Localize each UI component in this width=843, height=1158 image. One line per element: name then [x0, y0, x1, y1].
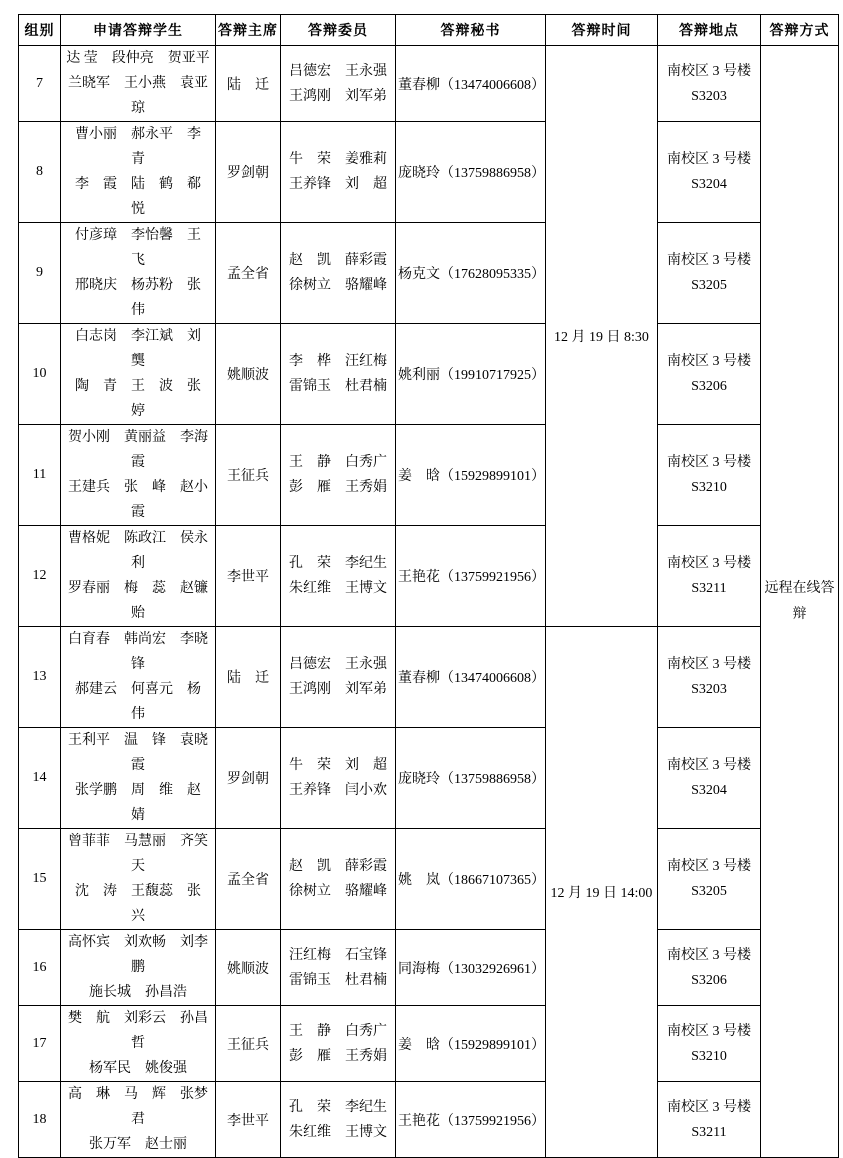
group-cell: 11 — [19, 425, 61, 526]
committee-cell — [281, 526, 396, 627]
col-header-location: 答辩地点 — [658, 15, 761, 46]
committee-line-1: 李 桦 汪红梅 — [289, 354, 387, 369]
committee-cell — [281, 122, 396, 223]
students-line-1: 贺小刚 黄丽益 李海霞 — [68, 430, 208, 470]
students-line-1: 樊 航 刘彩云 孙昌哲 — [68, 1011, 208, 1051]
students-cell — [61, 1082, 216, 1158]
chair-cell: 罗剑朝 — [216, 728, 281, 829]
secretary-cell: 姜 晗（15929899101） — [396, 1006, 546, 1082]
secretary-cell: 姜 晗（15929899101） — [396, 425, 546, 526]
students-line-1: 高怀宾 刘欢畅 刘李鹏 — [68, 935, 208, 975]
chair-cell: 王征兵 — [216, 1006, 281, 1082]
location-line-1: 南校区 3 号楼 — [667, 152, 751, 167]
students-cell — [61, 324, 216, 425]
col-header-secretary: 答辩秘书 — [396, 15, 546, 46]
location-line-2: S3204 — [691, 783, 727, 798]
committee-line-1: 孔 荣 李纪生 — [289, 1099, 387, 1115]
table-row-group-12 — [19, 526, 839, 627]
students-line-2: 李 霞 陆 鹤 郗 悦 — [75, 177, 215, 217]
committee-line-1: 王 静 白秀广 — [289, 1023, 387, 1039]
students-cell — [61, 627, 216, 728]
committee-line-2: 彭 雁 王秀娟 — [289, 1048, 387, 1064]
students-line-1: 达 莹 段仲亮 贺亚平 — [66, 51, 210, 66]
secretary-cell: 同海梅（13032926961） — [396, 930, 546, 1006]
location-line-2: S3204 — [691, 177, 727, 192]
students-line-2: 郝建云 何喜元 杨 伟 — [75, 682, 215, 722]
students-line-1: 付彦璋 李怡馨 王 飞 — [75, 228, 215, 268]
students-cell — [61, 122, 216, 223]
table-row-group-8 — [19, 122, 839, 223]
location-cell — [658, 829, 761, 930]
committee-line-1: 赵 凯 薛彩霞 — [289, 859, 387, 874]
location-line-2: S3205 — [691, 884, 727, 899]
table-row-group-15 — [19, 829, 839, 930]
group-cell: 7 — [19, 46, 61, 122]
chair-cell: 李世平 — [216, 1082, 281, 1158]
location-line-2: S3205 — [691, 278, 727, 293]
location-line-2: S3210 — [691, 480, 727, 495]
committee-line-1: 赵 凯 薛彩霞 — [289, 253, 387, 268]
location-cell — [658, 526, 761, 627]
committee-cell — [281, 223, 396, 324]
students-line-2: 杨军民 姚俊强 — [89, 1061, 187, 1076]
chair-cell: 罗剑朝 — [216, 122, 281, 223]
group-cell: 10 — [19, 324, 61, 425]
location-cell — [658, 1006, 761, 1082]
secretary-cell: 姚 岚（18667107365） — [396, 829, 546, 930]
table-row-group-14 — [19, 728, 839, 829]
committee-line-2: 彭 雁 王秀娟 — [289, 480, 387, 495]
chair-cell: 孟全省 — [216, 829, 281, 930]
committee-line-2: 王鸿刚 刘军弟 — [289, 88, 387, 104]
location-line-2: S3203 — [691, 682, 727, 697]
committee-line-2: 朱红维 王博文 — [289, 581, 387, 596]
location-line-2: S3203 — [691, 88, 727, 104]
students-line-2: 张学鹏 周 维 赵 婧 — [75, 783, 215, 823]
students-line-2: 罗春丽 梅 蕊 赵镰贻 — [68, 581, 208, 621]
secretary-cell: 庞晓玲（13759886958） — [396, 728, 546, 829]
location-line-2: S3211 — [691, 1124, 727, 1140]
secretary-cell: 庞晓玲（13759886958） — [396, 122, 546, 223]
committee-cell — [281, 728, 396, 829]
committee-cell — [281, 1006, 396, 1082]
students-line-2: 沈 涛 王馥蕊 张 兴 — [75, 884, 215, 924]
students-cell — [61, 223, 216, 324]
committee-line-1: 牛 荣 姜雅莉 — [289, 152, 387, 167]
table-row-group-11 — [19, 425, 839, 526]
location-cell — [658, 728, 761, 829]
committee-line-2: 徐树立 骆耀峰 — [289, 278, 387, 293]
students-line-1: 王利平 温 锋 袁晓霞 — [68, 733, 208, 773]
students-cell — [61, 526, 216, 627]
location-cell — [658, 627, 761, 728]
committee-line-1: 吕德宏 王永强 — [289, 657, 387, 672]
col-header-chair: 答辩主席 — [216, 15, 281, 46]
committee-line-1: 孔 荣 李纪生 — [289, 556, 387, 571]
group-cell: 13 — [19, 627, 61, 728]
group-cell: 8 — [19, 122, 61, 223]
table-row-group-17 — [19, 1006, 839, 1082]
col-header-time: 答辩时间 — [546, 15, 658, 46]
group-cell: 16 — [19, 930, 61, 1006]
location-line-1: 南校区 3 号楼 — [667, 354, 751, 369]
defense-schedule-table — [18, 14, 839, 1158]
committee-line-1: 汪红梅 石宝锋 — [289, 947, 387, 963]
chair-cell: 陆 迁 — [216, 627, 281, 728]
students-line-2: 邢晓庆 杨苏粉 张 伟 — [75, 278, 215, 318]
chair-cell: 孟全省 — [216, 223, 281, 324]
committee-line-2: 雷锦玉 杜君楠 — [289, 379, 387, 394]
col-header-students: 申请答辩学生 — [61, 15, 216, 46]
location-cell — [658, 930, 761, 1006]
location-line-2: S3206 — [691, 379, 727, 394]
chair-cell: 姚顺波 — [216, 324, 281, 425]
committee-line-2: 朱红维 王博文 — [289, 1124, 387, 1140]
committee-cell — [281, 930, 396, 1006]
location-line-1: 南校区 3 号楼 — [667, 1099, 751, 1115]
students-cell — [61, 728, 216, 829]
students-line-1: 白育春 韩尚宏 李晓锋 — [68, 632, 208, 672]
col-header-method: 答辩方式 — [761, 15, 839, 46]
students-line-1: 高 琳 马 辉 张梦君 — [68, 1087, 208, 1127]
committee-line-2: 徐树立 骆耀峰 — [289, 884, 387, 899]
committee-cell — [281, 627, 396, 728]
chair-cell: 姚顺波 — [216, 930, 281, 1006]
group-cell: 18 — [19, 1082, 61, 1158]
group-cell: 12 — [19, 526, 61, 627]
table-row-group-10 — [19, 324, 839, 425]
table-row-group-7 — [19, 46, 839, 122]
students-line-1: 曾菲菲 马慧丽 齐笑天 — [68, 834, 208, 874]
students-line-1: 曹格妮 陈政江 侯永利 — [68, 531, 208, 571]
chair-cell: 王征兵 — [216, 425, 281, 526]
header-row — [19, 15, 839, 46]
committee-line-2: 雷锦玉 杜君楠 — [289, 972, 387, 988]
location-line-1: 南校区 3 号楼 — [667, 657, 751, 672]
secretary-cell: 董春柳（13474006608） — [396, 46, 546, 122]
students-line-2: 张万军 赵士丽 — [89, 1137, 187, 1152]
committee-line-1: 吕德宏 王永强 — [289, 63, 387, 79]
students-line-2: 王建兵 张 峰 赵小霞 — [68, 480, 208, 520]
group-cell: 15 — [19, 829, 61, 930]
secretary-cell: 杨克文（17628095335） — [396, 223, 546, 324]
method-cell: 远程在线答辩 — [761, 46, 839, 1158]
students-line-1: 白志岗 李江斌 刘 龑 — [75, 329, 215, 369]
committee-line-1: 王 静 白秀广 — [289, 455, 387, 470]
students-line-2: 陶 青 王 波 张 婷 — [75, 379, 215, 419]
location-line-1: 南校区 3 号楼 — [667, 947, 751, 963]
location-line-1: 南校区 3 号楼 — [667, 1023, 751, 1039]
location-cell — [658, 46, 761, 122]
committee-cell — [281, 324, 396, 425]
students-line-2: 兰晓军 王小燕 袁亚琼 — [68, 76, 208, 116]
committee-line-2: 王养锋 闫小欢 — [289, 783, 387, 798]
col-header-group: 组别 — [19, 15, 61, 46]
group-cell: 14 — [19, 728, 61, 829]
group-cell: 17 — [19, 1006, 61, 1082]
table-row-group-16 — [19, 930, 839, 1006]
students-cell — [61, 46, 216, 122]
location-line-1: 南校区 3 号楼 — [667, 758, 751, 773]
committee-line-2: 王养锋 刘 超 — [289, 177, 387, 192]
table-row-group-18 — [19, 1082, 839, 1158]
location-line-1: 南校区 3 号楼 — [667, 556, 751, 571]
students-cell — [61, 425, 216, 526]
time-cell-morning: 12 月 19 日 8:30 — [546, 46, 658, 627]
table-row-group-13 — [19, 627, 839, 728]
location-cell — [658, 324, 761, 425]
location-cell — [658, 122, 761, 223]
committee-line-2: 王鸿刚 刘军弟 — [289, 682, 387, 697]
location-cell — [658, 1082, 761, 1158]
chair-cell: 李世平 — [216, 526, 281, 627]
group-cell: 9 — [19, 223, 61, 324]
secretary-cell: 王艳花（13759921956） — [396, 526, 546, 627]
students-cell — [61, 1006, 216, 1082]
location-line-2: S3211 — [691, 581, 727, 596]
location-line-1: 南校区 3 号楼 — [667, 253, 751, 268]
location-line-1: 南校区 3 号楼 — [667, 859, 751, 874]
secretary-cell: 姚利丽（19910717925） — [396, 324, 546, 425]
location-line-1: 南校区 3 号楼 — [667, 455, 751, 470]
secretary-cell: 董春柳（13474006608） — [396, 627, 546, 728]
students-cell — [61, 930, 216, 1006]
location-line-1: 南校区 3 号楼 — [667, 63, 751, 79]
location-cell — [658, 425, 761, 526]
location-line-2: S3210 — [691, 1048, 727, 1064]
col-header-committee: 答辩委员 — [281, 15, 396, 46]
students-line-2: 施长城 孙昌浩 — [89, 985, 187, 1000]
time-cell-afternoon: 12 月 19 日 14:00 — [546, 627, 658, 1158]
location-line-2: S3206 — [691, 972, 727, 988]
table-row-group-9 — [19, 223, 839, 324]
students-cell — [61, 829, 216, 930]
committee-line-1: 牛 荣 刘 超 — [289, 758, 387, 773]
committee-cell — [281, 425, 396, 526]
committee-cell — [281, 1082, 396, 1158]
committee-cell — [281, 46, 396, 122]
location-cell — [658, 223, 761, 324]
committee-cell — [281, 829, 396, 930]
secretary-cell: 王艳花（13759921956） — [396, 1082, 546, 1158]
chair-cell: 陆 迁 — [216, 46, 281, 122]
students-line-1: 曹小丽 郝永平 李 青 — [75, 127, 215, 167]
